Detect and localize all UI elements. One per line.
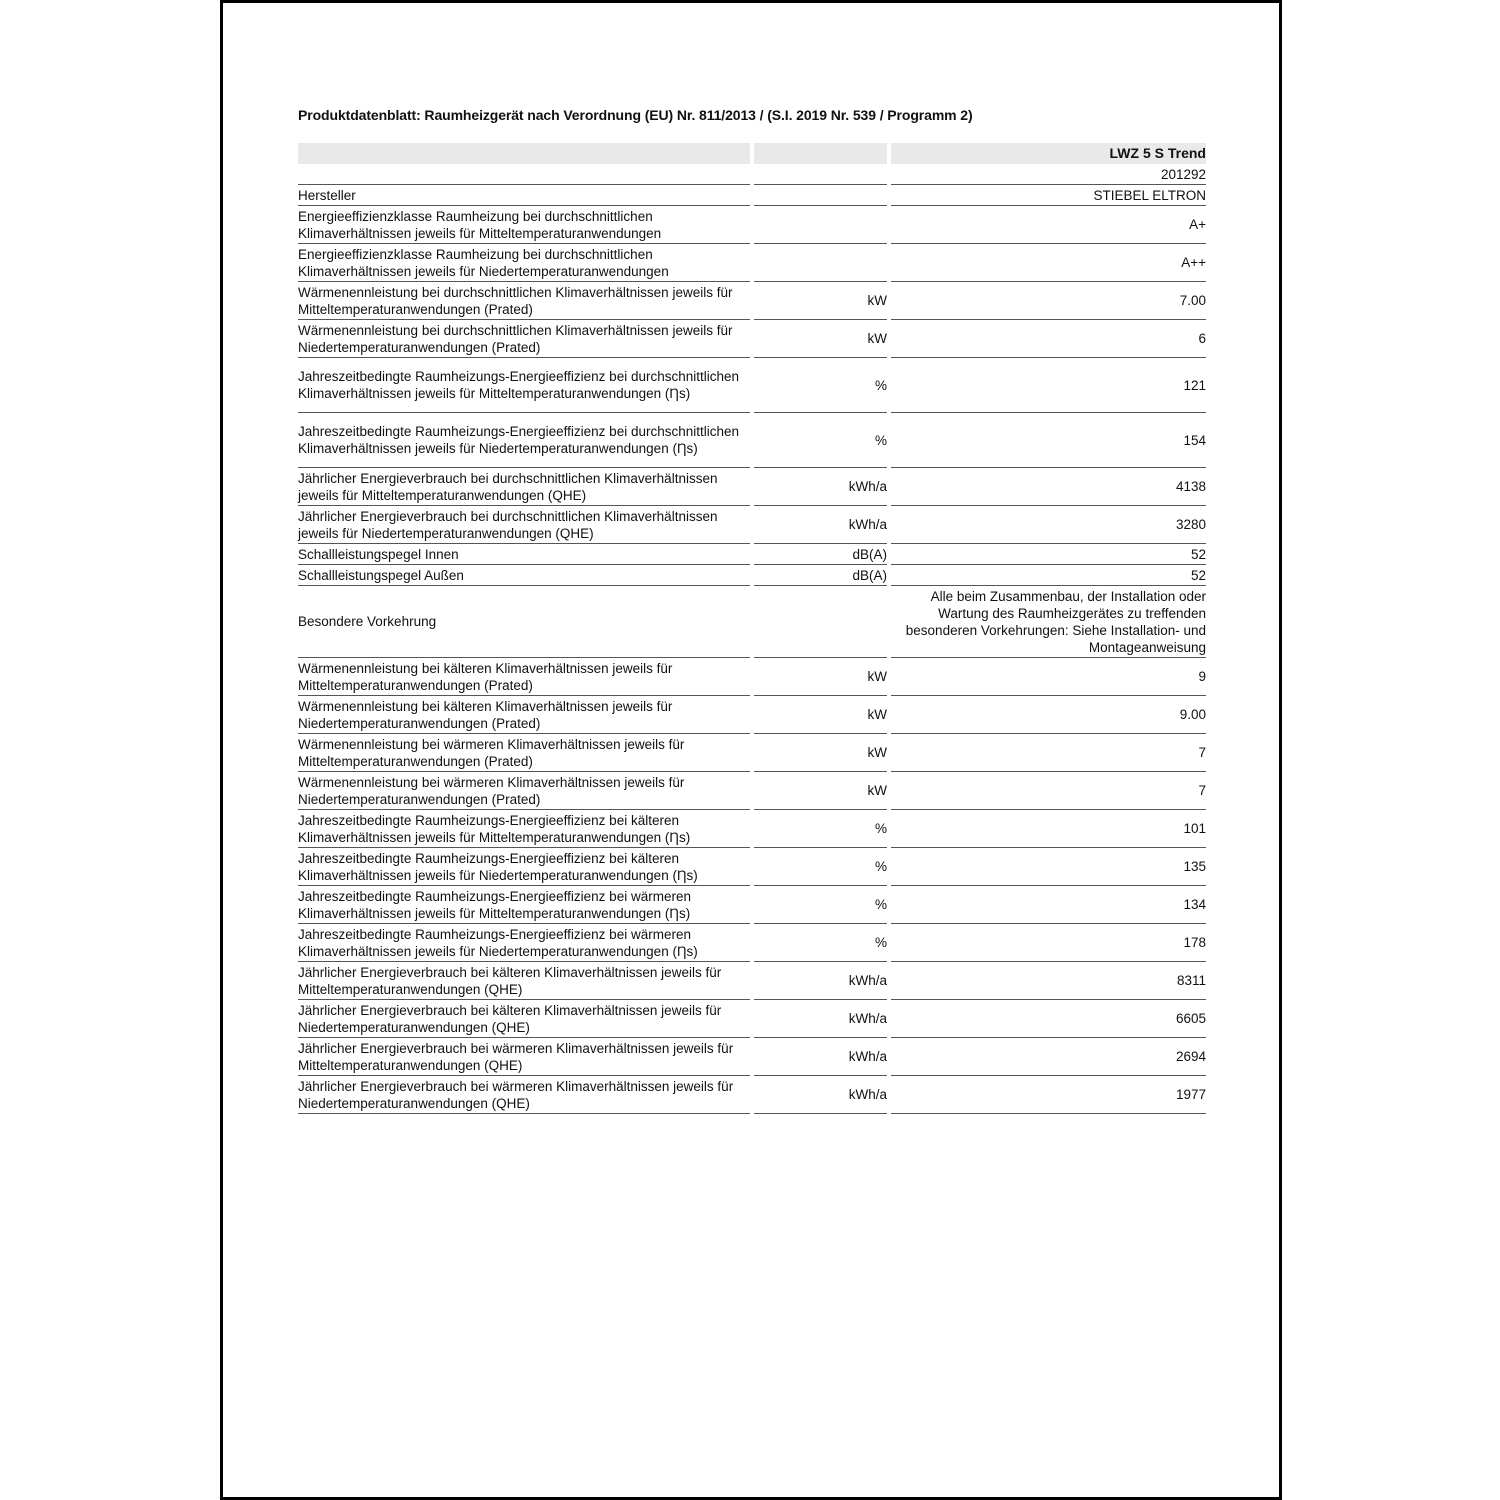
header-unit-cell xyxy=(754,143,887,164)
row-unit: kW xyxy=(754,658,887,696)
row-label: Wärmenennleistung bei kälteren Klimaverhältnissen jeweils für Niedertemperaturanwendungen (Prated) xyxy=(298,696,750,734)
row-unit: % xyxy=(754,413,887,468)
table-row xyxy=(298,185,1206,206)
row-unit: kWh/a xyxy=(754,962,887,1000)
table-row xyxy=(298,924,1206,962)
row-value: 154 xyxy=(891,413,1206,468)
row-unit xyxy=(754,185,887,206)
table-row xyxy=(298,810,1206,848)
row-unit: % xyxy=(754,924,887,962)
row-value: STIEBEL ELTRON xyxy=(891,185,1206,206)
row-label: Wärmenennleistung bei wärmeren Klimaverhältnissen jeweils für Niedertemperaturanwendungen (Prated) xyxy=(298,772,750,810)
row-unit: % xyxy=(754,848,887,886)
table-row xyxy=(298,358,1206,413)
row-value: 1977 xyxy=(891,1076,1206,1114)
table-row xyxy=(298,468,1206,506)
row-unit: kWh/a xyxy=(754,506,887,544)
row-unit: dB(A) xyxy=(754,565,887,586)
row-value: 134 xyxy=(891,886,1206,924)
row-unit: kWh/a xyxy=(754,1000,887,1038)
row-label: Hersteller xyxy=(298,185,750,206)
row-unit xyxy=(754,244,887,282)
row-unit: kWh/a xyxy=(754,468,887,506)
row-label: Schallleistungspegel Außen xyxy=(298,565,750,586)
table-row xyxy=(298,1038,1206,1076)
row-value: 52 xyxy=(891,544,1206,565)
table-row xyxy=(298,244,1206,282)
row-value: 178 xyxy=(891,924,1206,962)
table-row xyxy=(298,506,1206,544)
table-row xyxy=(298,696,1206,734)
table-row xyxy=(298,413,1206,468)
row-unit: % xyxy=(754,886,887,924)
row-label: Jahreszeitbedingte Raumheizungs-Energieeffizienz bei durchschnittlichen Klimaverhältnissen jeweils für Mitteltemperaturanwendungen (Ƞs) xyxy=(298,358,750,413)
row-value: 7 xyxy=(891,734,1206,772)
row-label: Wärmenennleistung bei durchschnittlichen Klimaverhältnissen jeweils für Mitteltemperaturanwendungen (Prated) xyxy=(298,282,750,320)
row-value: 7 xyxy=(891,772,1206,810)
row-unit: kW xyxy=(754,696,887,734)
table-row xyxy=(298,544,1206,565)
table-row xyxy=(298,772,1206,810)
row-label: Wärmenennleistung bei kälteren Klimaverhältnissen jeweils für Mitteltemperaturanwendungen (Prated) xyxy=(298,658,750,696)
row-label: Jährlicher Energieverbrauch bei durchschnittlichen Klimaverhältnissen jeweils für Mitteltemperaturanwendungen (QHE) xyxy=(298,468,750,506)
row-value: 7.00 xyxy=(891,282,1206,320)
row-label: Wärmenennleistung bei wärmeren Klimaverhältnissen jeweils für Mitteltemperaturanwendungen (Prated) xyxy=(298,734,750,772)
row-unit: kW xyxy=(754,320,887,358)
product-name: LWZ 5 S Trend xyxy=(891,143,1206,164)
table-row xyxy=(298,282,1206,320)
row-value: A+ xyxy=(891,206,1206,244)
row-unit: kW xyxy=(754,772,887,810)
row-value: 101 xyxy=(891,810,1206,848)
row-label: Besondere Vorkehrung xyxy=(298,586,750,658)
table-row xyxy=(298,586,1206,658)
row-label: Jahreszeitbedingte Raumheizungs-Energieeffizienz bei wärmeren Klimaverhältnissen jeweils für Niedertemperaturanwendungen (Ƞs) xyxy=(298,924,750,962)
row-value: 8311 xyxy=(891,962,1206,1000)
row-unit: dB(A) xyxy=(754,544,887,565)
article-number: 201292 xyxy=(891,164,1206,185)
row-value: 6605 xyxy=(891,1000,1206,1038)
table-row xyxy=(298,206,1206,244)
row-label: Jahreszeitbedingte Raumheizungs-Energieeffizienz bei kälteren Klimaverhältnissen jeweils für Mitteltemperaturanwendungen (Ƞs) xyxy=(298,810,750,848)
header-label-cell xyxy=(298,143,750,164)
row-value: 9 xyxy=(891,658,1206,696)
row-unit: kWh/a xyxy=(754,1038,887,1076)
table-row xyxy=(298,1076,1206,1114)
table-row xyxy=(298,962,1206,1000)
empty-cell xyxy=(754,164,887,185)
row-unit xyxy=(754,586,887,658)
row-value: 121 xyxy=(891,358,1206,413)
row-label: Jährlicher Energieverbrauch bei kälteren Klimaverhältnissen jeweils für Mitteltemperaturanwendungen (QHE) xyxy=(298,962,750,1000)
table-row xyxy=(298,886,1206,924)
row-value: 2694 xyxy=(891,1038,1206,1076)
empty-cell xyxy=(298,164,750,185)
row-unit xyxy=(754,206,887,244)
row-label: Jährlicher Energieverbrauch bei kälteren Klimaverhältnissen jeweils für Niedertemperaturanwendungen (QHE) xyxy=(298,1000,750,1038)
table-row xyxy=(298,658,1206,696)
row-label: Wärmenennleistung bei durchschnittlichen Klimaverhältnissen jeweils für Niedertemperaturanwendungen (Prated) xyxy=(298,320,750,358)
row-value: 52 xyxy=(891,565,1206,586)
row-unit: kW xyxy=(754,282,887,320)
table-row xyxy=(298,320,1206,358)
article-number-row xyxy=(298,164,1206,185)
table-row xyxy=(298,1000,1206,1038)
row-unit: % xyxy=(754,810,887,848)
row-label: Jährlicher Energieverbrauch bei wärmeren Klimaverhältnissen jeweils für Mitteltemperaturanwendungen (QHE) xyxy=(298,1038,750,1076)
row-label: Jahreszeitbedingte Raumheizungs-Energieeffizienz bei kälteren Klimaverhältnissen jeweils für Niedertemperaturanwendungen (Ƞs) xyxy=(298,848,750,886)
row-unit: % xyxy=(754,358,887,413)
row-label: Jahreszeitbedingte Raumheizungs-Energieeffizienz bei wärmeren Klimaverhältnissen jeweils für Mitteltemperaturanwendungen (Ƞs) xyxy=(298,886,750,924)
table-header-row xyxy=(298,143,1206,164)
row-label: Energieeffizienzklasse Raumheizung bei durchschnittlichen Klimaverhältnissen jeweils für Mitteltemperaturanwendungen xyxy=(298,206,750,244)
row-value: 3280 xyxy=(891,506,1206,544)
row-label: Jahreszeitbedingte Raumheizungs-Energieeffizienz bei durchschnittlichen Klimaverhältnissen jeweils für Niedertemperaturanwendungen (Ƞs) xyxy=(298,413,750,468)
row-label: Energieeffizienzklasse Raumheizung bei durchschnittlichen Klimaverhältnissen jeweils für Niedertemperaturanwendungen xyxy=(298,244,750,282)
row-value: A++ xyxy=(891,244,1206,282)
row-value: 6 xyxy=(891,320,1206,358)
table-row xyxy=(298,734,1206,772)
row-value: Alle beim Zusammenbau, der Installation oder Wartung des Raumheizgerätes zu treffenden besonderen Vorkehrungen: Siehe Installation- und Montageanweisung xyxy=(891,586,1206,658)
row-unit: kWh/a xyxy=(754,1076,887,1114)
row-label: Jährlicher Energieverbrauch bei durchschnittlichen Klimaverhältnissen jeweils für Niedertemperaturanwendungen (QHE) xyxy=(298,506,750,544)
row-label: Schallleistungspegel Innen xyxy=(298,544,750,565)
row-label: Jährlicher Energieverbrauch bei wärmeren Klimaverhältnissen jeweils für Niedertemperaturanwendungen (QHE) xyxy=(298,1076,750,1114)
row-value: 9.00 xyxy=(891,696,1206,734)
row-value: 135 xyxy=(891,848,1206,886)
table-body xyxy=(298,185,1206,1114)
row-unit: kW xyxy=(754,734,887,772)
table-row xyxy=(298,848,1206,886)
product-data-table xyxy=(298,143,1206,1114)
document-title: Produktdatenblatt: Raumheizgerät nach Verordnung (EU) Nr. 811/2013 / (S.I. 2019 Nr. 539 / Programm 2) xyxy=(298,107,973,123)
table-row xyxy=(298,565,1206,586)
row-value: 4138 xyxy=(891,468,1206,506)
